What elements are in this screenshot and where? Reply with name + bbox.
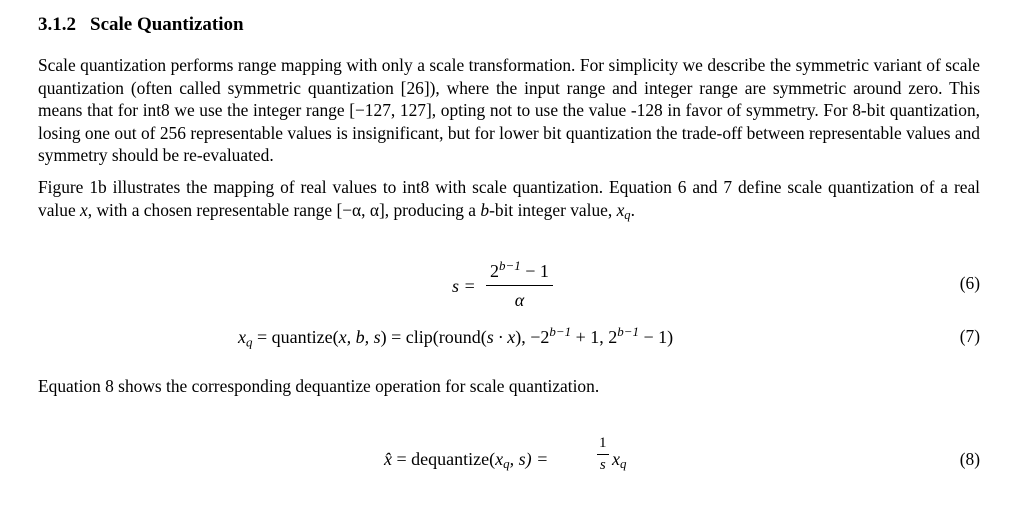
eq8-left [384,449,548,472]
paragraph-scale-quantization-intro [38,54,980,167]
eq8-frac-num: 1 [597,435,609,455]
eq7-exp2: b−1 [617,324,639,339]
eq7-lhs-sub: q [246,334,253,350]
eq8-frac-den-text: s [599,457,606,473]
alpha-range: [−α, α] [336,199,385,220]
p2-text-e: . [630,199,635,220]
eq7-body-b: ) = clip(round( [380,327,487,348]
p1-text-b: , opting not to use the value -128 in favor of symmetry. For 8-bit quantization, losing one out of 256 representable values is insignificant, but for lower bit quantization the trade-off between representable values and symmetry should be re-evaluated. [38,100,981,165]
eq8-body-a: = dequantize( [392,449,496,469]
eq8-fraction [597,435,609,474]
eq8-frac-den [597,455,609,474]
section-number: 3.1.2 [38,14,76,35]
eq8-right [612,449,626,472]
eq6-fraction [486,258,553,311]
p1-text-a: Scale quantization performs range mapping with only a scale transformation. For simplicity we describe the symmetric variant of scale quantization (often called symmetric quantization [26]), where the input range and integer range are symmetric around zero. This means that for int8 we use the integer range [38,55,980,120]
eq7-exp1: b−1 [549,324,572,339]
eq7-body-a: = quantize( [252,327,339,348]
eq6-num-rest: − 1 [520,261,549,282]
eq8-arg-rest: , s) = [509,449,549,469]
var-xq: x [616,199,625,220]
p2-text-a: Figure 1b illustrates the mapping of real values to int8 with scale quantization. Equation 6 and 7 define scale quantization of a real value [38,177,980,220]
eq7-number: (7) [959,326,980,346]
section-title: Scale Quantization [90,14,244,35]
eq8-rhs-sub: q [620,456,627,472]
eq6-num-base: 2 [490,261,499,282]
p2-text-d: -bit integer value, [489,199,617,220]
eq7-inner: s · x [486,327,516,348]
eq6-lhs-text: s = [452,276,476,296]
p2-text-b: , with a chosen representable range [87,199,337,220]
eq8-arg-var: x [495,449,504,469]
eq8-rhs-var: x [612,449,620,469]
eq6-lhs [452,276,476,297]
var-b: b [480,199,490,220]
eq7-body-d: + 1, 2 [571,327,618,348]
section-heading [38,14,244,36]
var-xq-subscript: q [624,207,631,222]
paragraph-dequantize: Equation 8 shows the corresponding dequantize operation for scale quantization. [38,376,600,396]
eq7-lhs-var: x [238,327,246,348]
eq6-den-text: α [514,290,525,311]
p2-text-c: , producing a [384,199,481,220]
eq8-arg-sub: q [503,456,510,472]
var-x: x [80,199,88,220]
eq7-body [238,324,673,350]
eq6-num-exp: b−1 [499,258,521,273]
eq7-args: x, b, s [338,327,381,348]
eq7-body-c: ), −2 [515,327,550,348]
eq6-denominator [486,286,553,311]
eq8-lhs: x̂ [384,449,392,469]
eq6-numerator [486,258,553,286]
paragraph-figure-reference [38,176,980,226]
eq8-number: (8) [959,449,980,469]
eq7-body-e: − 1) [638,327,674,348]
eq6-number: (6) [959,273,980,293]
int8-range: [−127, 127] [349,100,432,120]
